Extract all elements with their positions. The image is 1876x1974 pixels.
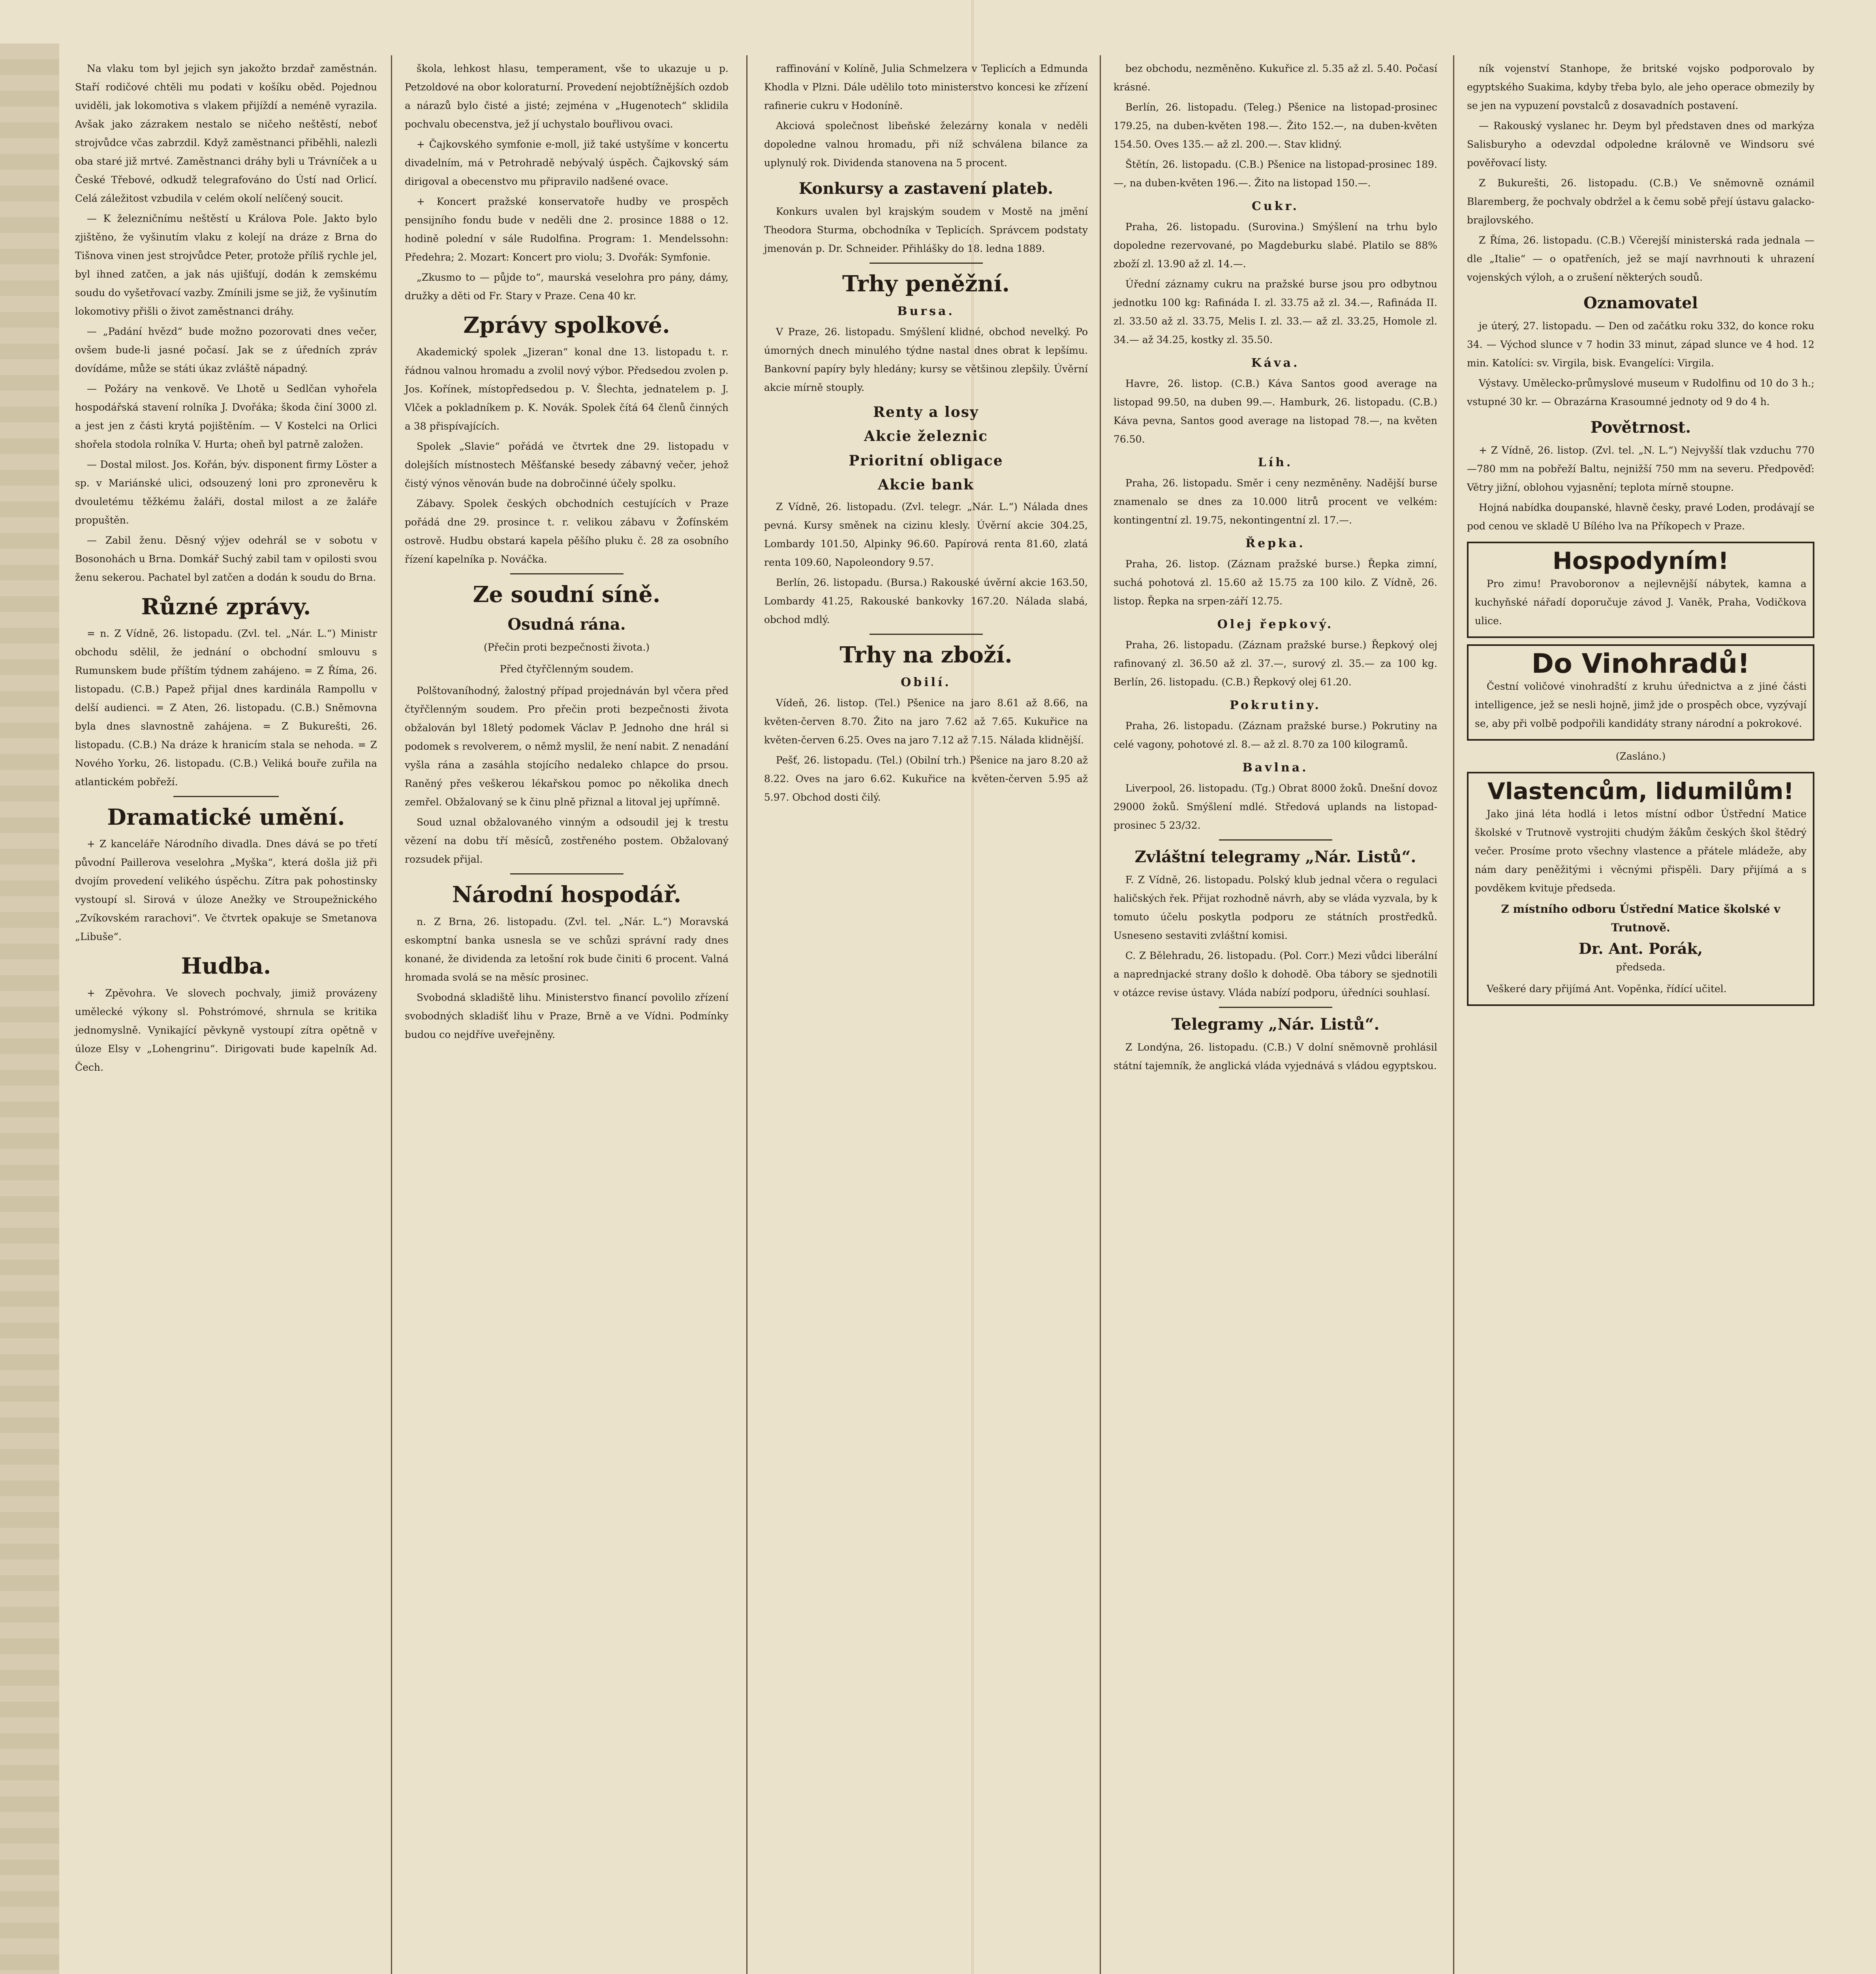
column-rule — [746, 55, 747, 1974]
section-heading: Ze soudní síně. — [473, 582, 661, 608]
separator — [510, 573, 623, 574]
news-paragraph: Praha, 26. listop. (Záznam pražské burse.) Řepka zimní, suchá pohotová zl. 15.60 až 15.75 za 100 kilo. Z Vídně, 26. listop. Řepka na srpen-září 12.75. — [1114, 558, 1437, 607]
column-rule — [1100, 55, 1101, 1974]
news-paragraph: Liverpool, 26. listopadu. (Tg.) Obrat 8000 žoků. Dnešní dovoz 29000 žoků. Smýšlení mdlé. Středová uplands na listopad-prosinec 5 23/32. — [1114, 782, 1437, 831]
article-heading: Osudná rána. — [507, 615, 626, 634]
news-paragraph: C. Z Bělehradu, 26. listopadu. (Pol. Corr.) Mezi vůdci liberální a naprednjacké strany došlo k dohodě. Oba tábory se sjednotili v otázce revise ústavy. Vláda nabízí podporu, úředníci souhlasí. — [1114, 950, 1437, 998]
news-paragraph: Vídeň, 26. listop. (Tel.) Pšenice na jaro 8.61 až 8.66, na květen-červen 8.70. Žito na jaro 7.62 až 7.65. Kukuřice na květen-červen 6.25. Oves na jaro 7.12 až 7.15. Nálada klidnější. — [764, 697, 1088, 746]
news-paragraph: — Zabil ženu. Děsný výjev odehrál se v sobotu v Bosonohách u Brna. Domkář Suchý zabil tam v opilosti svou ženu sekerou. Pachatel byl zatčen a dodán k soudu do Brna. — [75, 535, 377, 583]
news-paragraph: n. Z Brna, 26. listopadu. (Zvl. tel. „Nár. L.“) Moravská eskomptní banka usnesla se ve schůzi správní rady dnes konané, že dividenda za letošní rok bude činiti 6 procent. Valná hromada svolá se na měsíc prosinec. — [405, 916, 729, 983]
section-heading: Káva. — [1251, 356, 1300, 370]
news-paragraph: Spolek „Slavie“ pořádá ve čtvrtek dne 29. listopadu v dolejších místnostech Měšťanské besedy zábavný večer, jehož čistý výnos věnován bude na dobročinné účely spolku. — [405, 441, 729, 490]
news-paragraph: Úřední záznamy cukru na pražské burse jsou pro odbytnou jednotku 100 kg: Rafináda I. zl. 33.75 až zl. 34.—, Rafináda II. zl. 33.50 až zl. 33.75, Melis I. zl. 33.— až zl. 33.25, Homole zl. 34.— až 34.25, kostky zl. 35.50. — [1114, 278, 1437, 345]
separator — [510, 873, 623, 874]
news-paragraph: Výstavy. Umělecko-průmyslové museum v Rudolfinu od 10 do 3 h.; vstupné 30 kr. — Obrazárna Krasoumné jednoty od 9 do 4 h. — [1467, 377, 1814, 407]
news-paragraph: + Z Vídně, 26. listop. (Zvl. tel. „N. L.“) Nejvyšší tlak vzduchu 770—780 mm na pobřeží Baltu, nejnižší 750 mm na severu. Předpověď: Větry jižní, oblohou vyjasnění; teplota mírně stoupne. — [1467, 445, 1814, 493]
news-paragraph: — Rakouský vyslanec hr. Deym byl představen dnes od markýza Salisburyho a odevzdal odpoledne královně ve Windsoru své pověřovací listy. — [1467, 120, 1814, 169]
news-paragraph: — K železničnímu neštěstí u Králova Pole. Jakto bylo zjištěno, že vyšinutím vlaku z kolejí na dráze z Brna do Tišnova vinen jest strojvůdce Peter, protože příliš rychle jel, byl ihned zatčen, a jak nás ujišťují, dodán k zemskému soudu do vyšetřovací vazby. Zmínili jsme se již, že vyšinutím lokomotivy přišli o život zaměstnanci dráhy. — [75, 213, 377, 317]
section-heading: Pokrutiny. — [1230, 698, 1321, 712]
news-paragraph: raffinování v Kolíně, Julia Schmelzera v Teplicích a Edmunda Khodla v Plzni. Dále udělilo toto ministerstvo koncesi ke zřízení rafinerie cukru v Hodoníně. — [764, 63, 1088, 111]
news-paragraph: Praha, 26. listopadu. (Záznam pražské burse.) Řepkový olej rafinovaný zl. 36.50 až zl. 37.—, surový zl. 35.— za 100 kg. Berlín, 26. listopadu. (C.B.) Řepkový olej 61.20. — [1114, 639, 1437, 688]
news-paragraph: = n. Z Vídně, 26. listopadu. (Zvl. tel. „Nár. L.“) Ministr obchodu sdělil, že jednání o obchodní smlouvu s Rumunskem bude příštím týdnem zahájeno. = Z Říma, 26. listopadu. (C.B.) Papež přijal dnes kardinála Rampollu v delší audienci. = Z Aten, 26. listopadu. (C.B.) Sněmovna byla dnes slavnostně zahájena. = Z Bukurešti, 26. listopadu. (C.B.) Na dráze k hranicím stala se nehoda. = Z Nového Yorku, 26. listopadu. (C.B.) Veliká bouře zuřila na atlantickém pobřeží. — [75, 628, 377, 788]
ad-signature-role: předseda. — [1616, 961, 1666, 973]
separator — [1219, 839, 1332, 841]
ad-footnote: Veškeré dary přijímá Ant. Vopěnka, řídící učitel. — [1487, 983, 1727, 995]
column-rule — [391, 55, 392, 1974]
section-heading: Hudba. — [181, 953, 271, 979]
news-paragraph: Z Londýna, 26. listopadu. (C.B.) V dolní sněmovně prohlásil státní tajemník, že anglická vláda vyjednává s vládou egyptskou. — [1114, 1041, 1437, 1071]
separator — [869, 634, 983, 635]
news-paragraph: + Z kanceláře Národního divadla. Dnes dává se po třetí původní Paillerova veselohra „Myška“, která došla již při dvojím provedení velikého úspěchu. Zítra pak pohostinsky vystoupí sl. Sirová v úloze Anežky ve Stroupežnického „Zvíkovském rarachovi“. Ve čtvrtek opakuje se Smetanova „Libuše“. — [75, 838, 377, 943]
section-heading: Dramatické umění. — [107, 804, 345, 831]
column-2 — [393, 59, 740, 1974]
news-paragraph: Svobodná skladiště lihu. Ministerstvo financí povolilo zřízení svobodných skladišť lihu v Praze, Brně a ve Vídni. Podmínky budou co nejdříve uveřejněny. — [405, 991, 729, 1040]
news-paragraph: Z Vídně, 26. listopadu. (Zvl. telegr. „Nár. L.“) Nálada dnes pevná. Kursy směnek na cizinu klesly. Úvěrní akcie 304.25, Lombardy 101.50, Alpinky 96.60. Papírová renta 81.60, zlatá renta 109.60, Napoleondory 9.57. — [764, 501, 1088, 568]
section-heading: Zprávy spolkové. — [463, 312, 670, 338]
table-heading: Prioritní obligace — [849, 452, 1003, 469]
dateline-sub: Před čtyřčlenným soudem. — [500, 663, 634, 675]
section-heading: Trhy peněžní. — [842, 271, 1010, 297]
news-paragraph: Zábavy. Spolek českých obchodních cestujících v Praze pořádá dne 29. prosince t. r. velikou zábavu v Žofínském ostrově. Hudbu obstará kapela pěšího pluku č. 28 za osobního řízení kapelníka p. Nováčka. — [405, 498, 729, 565]
ad-text: Jako jiná léta hodlá i letos místní odbor Ústřední Matice školské v Trutnově vystrojiti chudým žákům českých škol štědrý večer. Prosíme proto všechny vlastence a přátele mládeže, aby nám dary peněžitými i věcnými přispěli. Dary přijímá a s povděkem kvituje předseda. — [1475, 808, 1807, 894]
separator — [173, 796, 279, 797]
section-heading: Telegramy „Nár. Listů“. — [1171, 1015, 1380, 1034]
news-paragraph: Praha, 26. listopadu. Směr i ceny nezměněny. Nadější burse znamenalo se dnes za 10.000 litrů procent ve velkém: kontingentní zl. 19.75, nekontingentní zl. 17.—. — [1114, 477, 1437, 526]
section-heading: Zvláštní telegramy „Nár. Listů“. — [1134, 848, 1416, 866]
ad-title: Vlastencům, lidumilům! — [1487, 778, 1794, 805]
news-paragraph: + Koncert pražské konservatoře hudby ve prospěch pensijního fondu bude v neděli dne 2. prosince 1888 o 12. hodině polední v sále Rudolfina. Program: 1. Mendelssohn: Předehra; 2. Mozart: Koncert pro violu; 3. Dvořák: Symfonie. — [405, 196, 729, 263]
news-paragraph: Polštovaníhodný, žalostný případ projednáván byl včera před čtyřčlenným soudem. Pro přečin proti bezpečnosti života obžalován byl 18letý podomek Václav P. Jednoho dne hrál si podomek s revolverem, o němž myslil, že není nabit. Z nenadání vyšla rána a zasáhla stojícího nedaleko chlapce do prsou. Raněný přes veškerou lékařskou pomoc po několika dnech zemřel. Obžalovaný se k činu plně přiznal a litoval jej upřímně. — [405, 685, 729, 808]
table-heading: Akcie železnic — [864, 428, 988, 445]
news-paragraph: Na vlaku tom byl jejich syn jakožto brzdař zaměstnán. Staří rodičové chtěli mu podati v košíku oběd. Pojednou uviděli, jak lokomotiva s vlakem přijíždí a neméně vyrazila. Avšak jako zázrakem nestalo se ničeho neštěstí, neboť strojvůdce včas zabrzdil. Když zaměstnanci přiběhli, nalezli oba staré již mrtvé. Zaměstnanci dráhy byli u Trávníček a u České Třebové, odkudž telegrafováno do Ústí nad Orlicí. Celá záležitost vzbudila v celém okolí nelíčený soucit. — [75, 63, 377, 204]
ad-signature-name: Dr. Ant. Porák, — [1578, 940, 1703, 957]
news-paragraph: Akciová společnost libeňské železárny konala v neděli dopoledne valnou hromadu, při níž schválena bilance za uplynulý rok. Dividenda stanovena na 5 procent. — [764, 120, 1088, 169]
news-paragraph: Konkurs uvalen byl krajským soudem v Mostě na jmění Theodora Sturma, obchodníka v Teplicích. Správcem podstaty jmenován p. Dr. Schneider. Přihlášky do 18. ledna 1889. — [764, 206, 1088, 254]
ad-title: Do Vinohradů! — [1531, 648, 1750, 679]
news-paragraph: — „Padání hvězd“ bude možno pozorovati dnes večer, ovšem bude-li jasné počasí. Jak se z úředních zpráv dovídáme, může se státi úkaz zvláště nápadný. — [75, 326, 377, 374]
news-paragraph: Štětín, 26. listopadu. (C.B.) Pšenice na listopad-prosinec 189.—, na duben-květen 196.—. Žito na listopad 150.—. — [1114, 159, 1437, 189]
news-paragraph: V Praze, 26. listopadu. Smýšlení klidné, obchod nevelký. Po úmorných dnech minulého týdne nastal dnes obrat k lepšímu. Bankovní papíry byly hledány; kursy se většinou zlepšily. Úvěrní akcie mírně stouply. — [764, 326, 1088, 394]
separator — [1219, 1007, 1332, 1008]
news-paragraph: Berlín, 26. listopadu. (Teleg.) Pšenice na listopad-prosinec 179.25, na duben-květen 198.—. Žito 152.—, na duben-květen 154.50. Oves 135.— až zl. 200.—. Stav klidný. — [1114, 101, 1437, 150]
column-3 — [752, 59, 1100, 1974]
dateline: (Přečin proti bezpečnosti života.) — [483, 642, 650, 653]
section-heading: Líh. — [1258, 456, 1293, 469]
table-heading: Renty a losy — [873, 404, 979, 421]
advertisement-patriots — [1467, 772, 1814, 1006]
column-1 — [63, 59, 389, 1974]
ad-text: Pro zimu! Pravoboronov a nejlevnější nábytek, kamna a kuchyňské nářadí doporučuje závod J. Vaněk, Praha, Vodičkova ulice. — [1475, 578, 1807, 627]
section-heading: Olej řepkový. — [1217, 617, 1334, 631]
sent-in-label: (Zasláno.) — [1615, 751, 1666, 762]
news-paragraph: Pešť, 26. listopadu. (Tel.) (Obilní trh.) Pšenice na jaro 8.20 až 8.22. Oves na jaro 6.62. Kukuřice na květen-červen 5.95 až 5.97. Obchod dosti čilý. — [764, 754, 1088, 803]
torn-left-edge — [0, 43, 59, 1974]
news-paragraph: Soud uznal obžalovaného vinným a odsoudil jej k trestu vězení na dobu tří měsíců, zostřeného postem. Obžalovaný rozsudek přijal. — [405, 816, 729, 865]
news-paragraph: + Čajkovského symfonie e-moll, již také ustyšíme v koncertu divadelním, má v Petrohradě nebývalý úspěch. Čajkovský sám dirigoval a obecenstvo mu připravilo nadšené ovace. — [405, 139, 729, 187]
news-paragraph: Berlín, 26. listopadu. (Bursa.) Rakouské úvěrní akcie 163.50, Lombardy 41.25, Rakouské bankovky 167.20. Nálada slabá, obchod mdlý. — [764, 576, 1088, 625]
section-heading: Národní hospodář. — [452, 882, 682, 908]
news-paragraph: Hojná nabídka doupanské, hlavně česky, pravé Loden, prodávají se pod cenou ve skladě U Bílého lva na Příkopech v Praze. — [1467, 502, 1814, 532]
separator — [869, 263, 983, 264]
section-heading: Povětrnost. — [1590, 418, 1691, 437]
subsection-heading: Bursa. — [897, 304, 955, 319]
news-paragraph: ník vojenství Stanhope, že britské vojsko podporovalo by egyptského Suakima, kdyby třeba bylo, ale jeho operace obmezily by se jen na vypuzení povstalců z dosavadních postavení. — [1467, 63, 1814, 111]
news-paragraph: + Zpěvohra. Ve slovech pochvaly, jimiž provázeny umělecké výkony sl. Pohstrómové, shrnula se kritika jednomyslně. Vynikající pěvkyně vystoupí zítra opětně v úloze Elsy v „Lohengrinu“. Dirigovati bude kapelník Ad. Čech. — [75, 987, 377, 1073]
news-paragraph: — Požáry na venkově. Ve Lhotě u Sedlčan vyhořela hospodářská stavení rolníka J. Dvořáka; škoda činí 3000 zl. a jest jen z části krytá pojištěním. — V Kostelci na Orlici shořela stodola rolníka V. Hurta; oheň byl patrně založen. — [75, 383, 377, 450]
news-paragraph: je úterý, 27. listopadu. — Den od začátku roku 332, do konce roku 34. — Východ slunce v 7 hodin 33 minut, západ slunce ve 4 hod. 12 min. Katolíci: sv. Virgila, bisk. Evangelíci: Virgila. — [1467, 320, 1814, 369]
section-heading: Cukr. — [1252, 199, 1299, 213]
table-heading: Akcie bank — [878, 476, 974, 493]
news-paragraph: Praha, 26. listopadu. (Záznam pražské burse.) Pokrutiny na celé vagony, pohotové zl. 8.— až zl. 8.70 za 100 kilogramů. — [1114, 720, 1437, 750]
section-heading: Řepka. — [1245, 537, 1305, 550]
ad-text: Čestní voličové vinohradští z kruhu úřednictva a z jiné části intelligence, jež se nesli hojně, jimž jde o prospěch obce, vyzývají se, aby při volbě podpořili kandidáty strany národní a pokrokové. — [1475, 681, 1807, 729]
news-paragraph: Akademický spolek „Jizeran“ konal dne 13. listopadu t. r. řádnou valnou hromadu a zvolil nový výbor. Předsedou zvolen p. Jos. Kořínek, místopředsedou p. V. Šlechta, jednatelem p. J. Vlček a pokladníkem p. K. Novák. Spolek čítá 64 členů činných a 38 přispívajících. — [405, 346, 729, 432]
news-paragraph: „Zkusmo to — půjde to“, maurská veselohra pro pány, dámy, družky a děti od Fr. Stary v Praze. Cena 40 kr. — [405, 272, 729, 302]
section-heading: Různé zprávy. — [141, 594, 311, 620]
subsection-heading: Obilí. — [901, 676, 951, 690]
news-paragraph: bez obchodu, nezměněno. Kukuřice zl. 5.35 až zl. 5.40. Počasí krásné. — [1114, 63, 1437, 93]
column-rule — [1453, 55, 1454, 1974]
ad-title: Hospodyním! — [1552, 547, 1729, 575]
section-heading: Bavlna. — [1242, 761, 1309, 775]
section-heading: Konkursy a zastavení plateb. — [798, 179, 1053, 198]
advertisement-vinohrady — [1467, 644, 1814, 741]
news-paragraph: F. Z Vídně, 26. listopadu. Polský klub jednal včera o regulaci haličských řek. Přijat rozhodně návrh, aby se vláda vyzvala, by k tomuto účelu poskytla podporu ze státních prostředků. Usneseno sestaviti zvláštní komisi. — [1114, 874, 1437, 941]
column-4 — [1102, 59, 1449, 1974]
news-paragraph: Havre, 26. listop. (C.B.) Káva Santos good average na listopad 99.50, na duben 99.—. Hamburk, 26. listopadu. (C.B.) Káva pevna, Santos good average na listopad 78.—, na květen 76.50. — [1114, 378, 1437, 445]
news-paragraph: Praha, 26. listopadu. (Surovina.) Smýšlení na trhu bylo dopoledne rezervované, po Magdeburku slabé. Platilo se 88% zboží zl. 13.90 až zl. 14.—. — [1114, 221, 1437, 270]
column-5 — [1455, 59, 1826, 1974]
news-paragraph: Z Bukurešti, 26. listopadu. (C.B.) Ve sněmovně oznámil Blaremberg, že pochvaly obdržel a k čemu sobě přejí ústavu galacko-brajlovského. — [1467, 177, 1814, 226]
advertisement-housewives — [1467, 542, 1814, 638]
news-paragraph: škola, lehkost hlasu, temperament, vše to ukazuje u p. Petzoldové na obor koloraturní. Provedení nejobtížnějších ozdob a nárazů bylo čisté a jisté; zejména v „Hugenotech“ sklidila pochvalu obecenstva, jež jí uchystalo bouřlivou ovaci. — [405, 63, 729, 130]
section-heading: Trhy na zboží. — [839, 642, 1012, 668]
news-paragraph: Z Říma, 26. listopadu. (C.B.) Včerejší ministerská rada jednala — dle „Italie“ — o opatřeních, jež se mají navrhnouti k uhrazení vojenských výloh, a o zrušení některých soudů. — [1467, 235, 1814, 283]
news-paragraph: — Dostal milost. Jos. Kořán, býv. disponent firmy Löster a sp. v Mariánské ulici, odsouzený loni pro zpronevěru k dvouletému těžkému žaláři, dostal milost a ze žaláře propuštěn. — [75, 459, 377, 526]
ad-signature: Z místního odboru Ústřední Matice školské v Trutnově. — [1501, 903, 1780, 934]
section-heading: Oznamovatel — [1583, 294, 1698, 312]
